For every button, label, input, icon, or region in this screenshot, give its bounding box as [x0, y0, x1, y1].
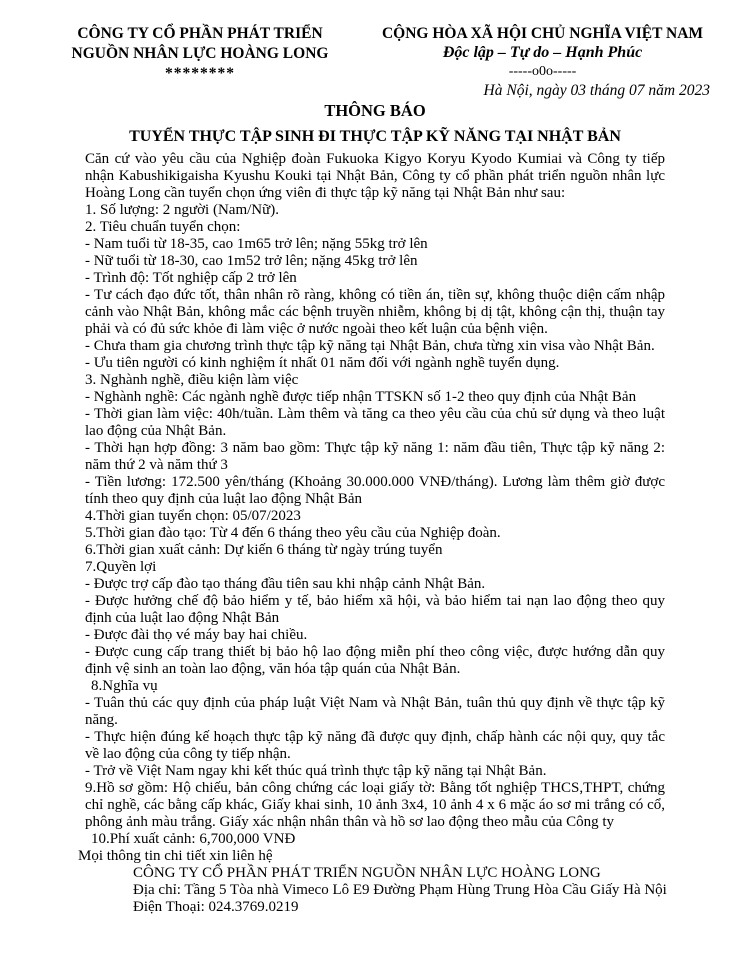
- contact-phone: Điện Thoại: 024.3769.0219: [133, 899, 299, 915]
- body-paragraph: 9.Hồ sơ gồm: Hộ chiếu, bản công chứng các loại giấy tờ: Bằng tốt nghiệp THCS,THPT, chứng chỉ nghề, các bằng cấp khác, Giấy khai sinh, 10 ảnh 3x4, 10 ảnh 4 x 6 mặc áo sơ mi trắng có cổ, phông ảnh màu trắng. Giấy xác nhận nhân thân và hồ sơ lao động theo mẫu của Công ty: [85, 780, 665, 830]
- document-title: THÔNG BÁO: [324, 101, 426, 120]
- body-paragraph: - Chưa tham gia chương trình thực tập kỹ năng tại Nhật Bản, chưa từng xin visa vào Nhật Bản.: [85, 338, 655, 354]
- body-paragraph: - Tuân thủ các quy định của pháp luật Việt Nam và Nhật Bản, tuân thủ quy định về thực tập kỹ năng.: [85, 695, 665, 728]
- document-header: [40, 24, 710, 100]
- body-paragraph: - Nam tuổi từ 18-35, cao 1m65 trở lên; nặng 55kg trở lên: [85, 236, 428, 252]
- body-paragraph: - Nghành nghề: Các ngành nghề được tiếp nhận TTSKN số 1-2 theo quy định của Nhật Bản: [85, 389, 637, 405]
- body-paragraph: Căn cứ vào yêu cầu của Nghiệp đoàn Fukuoka Kigyo Koryu Kyodo Kumiai và Công ty tiếp nhận Kabushikigaisha Kyushu Kouki tại Nhật Bản, Công ty cổ phần phát triển nguồn nhân lực Hoàng Long cần tuyển chọn ứng viên đi thực tập kỹ năng tại Nhật Bản như sau:: [85, 151, 665, 201]
- body-paragraph: - Nữ tuổi từ 18-30, cao 1m52 trở lên; nặng 45kg trở lên: [85, 253, 418, 269]
- header-separator-stars: ********: [165, 65, 235, 82]
- body-paragraph: 2. Tiêu chuẩn tuyển chọn:: [85, 219, 241, 235]
- body-paragraph: - Được trợ cấp đào tạo tháng đầu tiên sau khi nhập cảnh Nhật Bản.: [85, 576, 486, 592]
- contact-address: Địa chỉ: Tầng 5 Tòa nhà Vimeco Lô E9 Đường Phạm Hùng Trung Hòa Cầu Giấy Hà Nội: [133, 882, 667, 898]
- body-paragraph: 6.Thời gian xuất cảnh: Dự kiến 6 tháng từ ngày trúng tuyển: [85, 542, 443, 558]
- company-name-line-2: NGUỒN NHÂN LỰC HOÀNG LONG: [71, 45, 329, 62]
- document-date: Hà Nội, ngày 03 tháng 07 năm 2023: [483, 82, 710, 99]
- body-paragraph: - Trở về Việt Nam ngay khi kết thúc quá trình thực tập kỹ năng tại Nhật Bản.: [85, 763, 547, 779]
- body-paragraph: - Thực hiện đúng kế hoạch thực tập kỹ năng đã được quy định, chấp hành các nội quy, quy tắc về lao động của công ty tiếp nhận.: [85, 729, 665, 762]
- contact-company-name: CÔNG TY CỔ PHẦN PHÁT TRIỂN NGUỒN NHÂN LỰC HOÀNG LONG: [133, 865, 601, 881]
- national-motto: Độc lập – Tự do – Hạnh Phúc: [442, 44, 643, 61]
- body-paragraph: - Thời gian làm việc: 40h/tuần. Làm thêm và tăng ca theo yêu cầu của chủ sử dụng và theo luật lao động của Nhật Bản.: [85, 406, 665, 439]
- body-paragraph: 7.Quyền lợi: [85, 559, 157, 575]
- contact-block: [133, 865, 680, 916]
- body-paragraph: 10.Phí xuất cảnh: 6,700,000 VNĐ: [91, 831, 296, 847]
- document-body: [78, 151, 665, 865]
- body-paragraph: 3. Nghành nghề, điều kiện làm việc: [85, 372, 299, 388]
- body-paragraph: - Trình độ: Tốt nghiệp cấp 2 trở lên: [85, 270, 297, 286]
- body-paragraph: - Được hưởng chế độ bảo hiểm y tế, bảo hiểm xã hội, và bảo hiểm tai nạn lao động theo quy định của luật lao động Nhật Bản: [85, 593, 665, 626]
- issuing-company-block: [40, 24, 360, 84]
- body-paragraph: - Được cung cấp trang thiết bị bảo hộ lao động miễn phí theo công việc, được hướng dẫn quy định vệ sinh an toàn lao động, văn hóa tập quán của Nhật Bản.: [85, 644, 665, 677]
- company-name-line-1: CÔNG TY CỔ PHẦN PHÁT TRIỂN: [77, 25, 323, 42]
- body-paragraph: 4.Thời gian tuyển chọn: 05/07/2023: [85, 508, 301, 524]
- document-subtitle: TUYỂN THỰC TẬP SINH ĐI THỰC TẬP KỸ NĂNG TẠI NHẬT BẢN: [129, 128, 621, 145]
- motto-separator: -----o0o-----: [508, 64, 577, 79]
- body-paragraph: 5.Thời gian đào tạo: Từ 4 đến 6 tháng theo yêu cầu của Nghiệp đoàn.: [85, 525, 501, 541]
- national-motto-block: [375, 24, 710, 100]
- body-paragraph: - Tiền lương: 172.500 yên/tháng (Khoảng 30.000.000 VNĐ/tháng). Lương làm thêm giờ được tính theo quy định của luật lao động Nhật Bản: [85, 474, 665, 507]
- body-paragraph: - Thời hạn hợp đồng: 3 năm bao gồm: Thực tập kỹ năng 1: năm đầu tiên, Thực tập kỹ năng 2: năm thứ 2 và năm thứ 3: [85, 440, 665, 473]
- body-paragraph: - Được đài thọ vé máy bay hai chiều.: [85, 627, 308, 643]
- national-title: CỘNG HÒA XÃ HỘI CHỦ NGHĨA VIỆT NAM: [381, 25, 704, 42]
- body-paragraph: 8.Nghĩa vụ: [91, 678, 158, 694]
- body-paragraph: 1. Số lượng: 2 người (Nam/Nữ).: [85, 202, 279, 218]
- body-paragraph: Mọi thông tin chi tiết xin liên hệ: [78, 848, 273, 864]
- body-paragraph: - Ưu tiên người có kinh nghiệm ít nhất 01 năm đối với ngành nghề tuyển dụng.: [85, 355, 560, 371]
- body-paragraph: - Tư cách đạo đức tốt, thân nhân rõ ràng, không có tiền án, tiền sự, không thuộc diện cấm nhập cảnh vào Nhật Bản, không mắc các bệnh truyền nhiễm, không bị dị tật, không cận thị, thuận tay phải và có đủ sức khỏe đi làm việc ở nước ngoài theo kết luận của bệnh viện.: [85, 287, 665, 337]
